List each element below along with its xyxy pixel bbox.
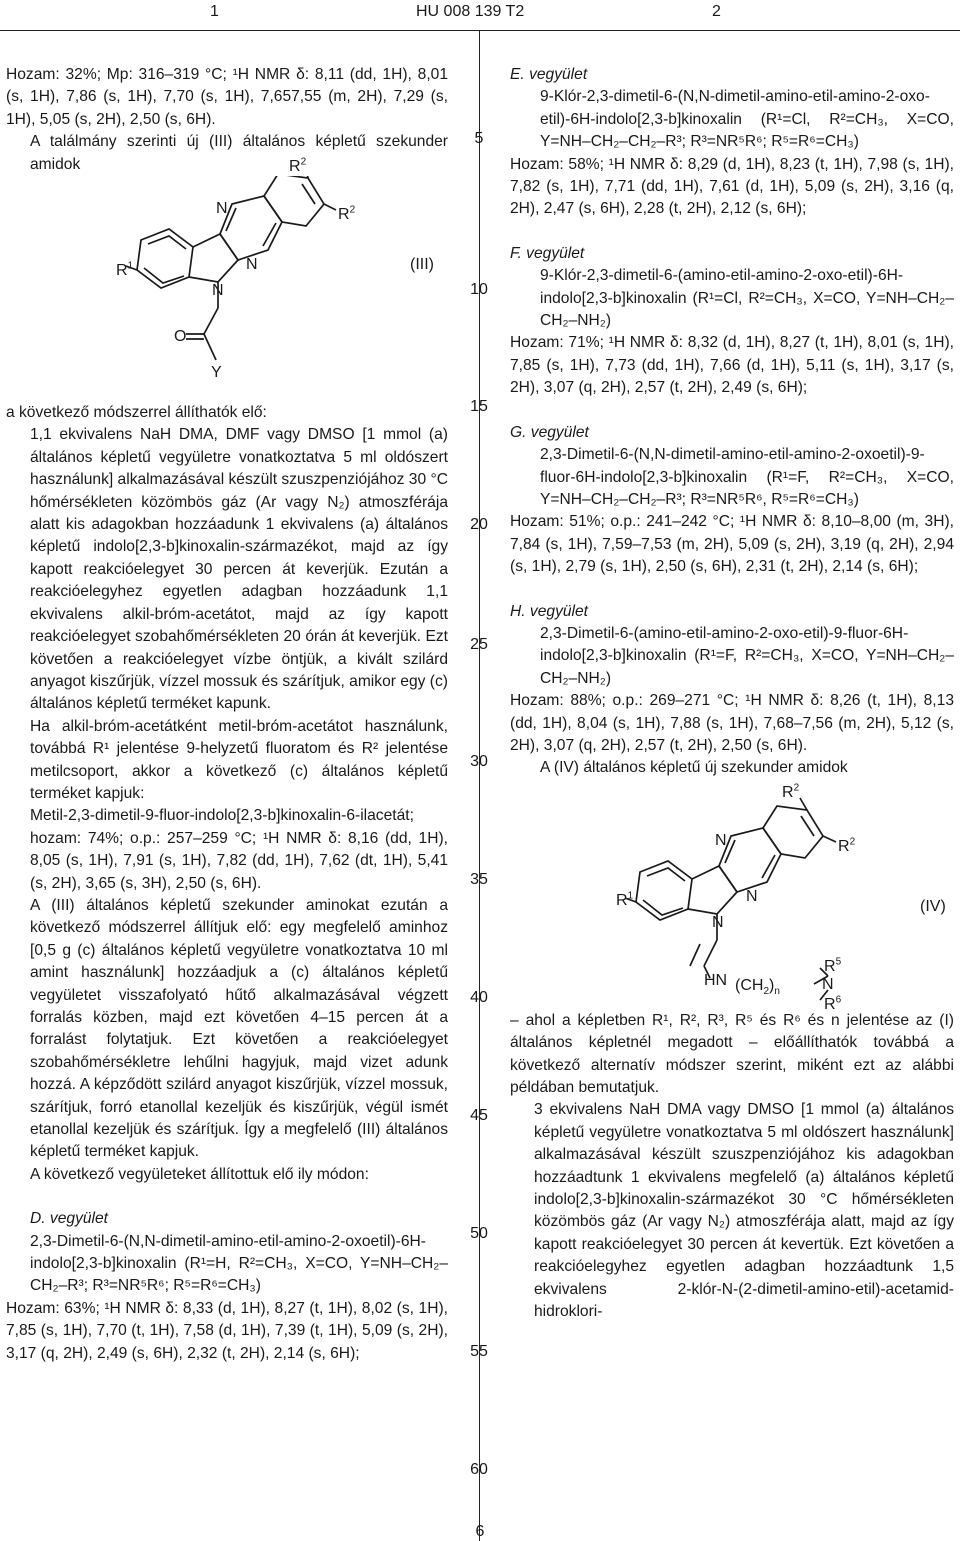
line-number: 25 bbox=[470, 636, 488, 653]
line-number: 50 bbox=[470, 1225, 488, 1242]
compound-yield: Hozam: 51%; o.p.: 241–242 °C; ¹H NMR δ: 8,10–8,00 (m, 3H), 7,84 (s, 1H), 7,59–7,53 (m, 2H), 5,09 (s, 2H), 3,19 (q, 2H), 2,94 (s, 1H), 2,79 (s, 1H), 2,50 (s, 6H), 2,31 (t, 2H), 2,14 (s, 6H); bbox=[510, 513, 954, 576]
right-column bbox=[510, 64, 954, 1323]
nitrogen-label: N bbox=[712, 913, 724, 931]
structure-IV-drawing bbox=[510, 780, 954, 1010]
line-number: 10 bbox=[470, 281, 488, 298]
compound-name: 2,3-Dimetil-6-(N,N-dimetil-amino-etil-amino-2-oxoetil)-6H-indolo[2,3-b]kinoxalin (R¹=H, R²=CH₃, X=CO, Y=NH–CH₂–CH₂–R³; R³=NR⁵R⁶; R⁵=R⁶=CH₃) bbox=[30, 1232, 448, 1295]
r2-label: R bbox=[782, 783, 794, 801]
paragraph: 3 ekvivalens NaH DMA vagy DMSO [1 mmol (a) általános képletű vegyületre vonatkoztatva 5 ml oldószert használunk] alkalmazásával készült szuszpenziójához kis adagokban hozzáadtunk 1 ekvivalens megfelelő (a) általános képletű indolo[2,3-b]kinoxalin-származékot 30 °C hőmérsékleten közömbös gáz (Ar vagy N₂) atmoszférája alatt, majd az így kapott reakcióelegyet 30 percen át kevertük. Ezt követően a reakcióelegyhez egyetlen adagban hozzáadtunk 1,5 ekvivalens 2-klór-N-(2-dimetil-amino-etil)-acetamid-hidroklori- bbox=[534, 1101, 954, 1321]
paragraph: – ahol a képletben R¹, R², R³, R⁵ és R⁶ és n jelentése az (I) általános képletnél megadott – előállíthatók továbbá a következő alternatív módszer szerint, miként ezt az alábbi példában bemutatjuk. bbox=[510, 1011, 954, 1096]
structure-IV-figure: $R^1$ $R^2$ $R^2$ N N N HN $(CH_2)_n$ $R^5$ N $R^6$ (IV) bbox=[510, 780, 954, 1010]
line-number: 30 bbox=[470, 753, 488, 770]
compound-name: 9-Klór-2,3-dimetil-6-(N,N-dimetil-amino-etil-amino-2-oxo-etil)-6H-indolo[2,3-b]kinoxalin (R¹=Cl, R²=CH₃, X=CO, Y=NH–CH₂–CH₂–R³; R³=NR⁵R⁶; R⁵=R⁶=CH₃) bbox=[540, 88, 954, 151]
right-column-number: 2 bbox=[712, 3, 721, 20]
oxygen-label: O bbox=[174, 328, 187, 346]
yield-paragraph: Hozam: 32%; Mp: 316–319 °C; ¹H NMR δ: 8,11 (dd, 1H), 8,01 (s, 1H), 7,86 (s, 1H), 7,70 (s, 1H), 7,657,55 (m, 2H), 7,29 (s, 1H), 5,05 (s, 2H), 2,50 (s, 6H). bbox=[6, 66, 448, 128]
line-number: 40 bbox=[470, 989, 488, 1006]
n-subscript: n bbox=[774, 985, 780, 997]
document-id: HU 008 139 T2 bbox=[416, 3, 525, 20]
intro-paragraph: A találmány szerinti új (III) általános képletű szekunder amidok bbox=[30, 133, 448, 173]
line-number: 35 bbox=[470, 871, 488, 888]
r1-label: R bbox=[116, 262, 128, 280]
line-number: 5 bbox=[474, 130, 484, 147]
paragraph: A (IV) általános képletű új szekunder amidok bbox=[540, 759, 848, 777]
line-number: 20 bbox=[470, 516, 488, 533]
line-number: 60 bbox=[470, 1461, 488, 1478]
compound-name: 2,3-Dimetil-6-(N,N-dimetil-amino-etil-amino-2-oxoetil)-9-fluor-6H-indolo[2,3-b]kinoxalin (R¹=F, R²=CH₃, X=CO, Y=NH–CH₂–CH₂–R³; R³=NR⁵R⁶, R⁵=R⁶=CH₃) bbox=[540, 446, 954, 508]
line-number: 15 bbox=[470, 398, 488, 415]
compound-yield: Hozam: 58%; ¹H NMR δ: 8,29 (d, 1H), 8,23 (t, 1H), 7,98 (s, 1H), 7,82 (s, 1H), 7,71 (dd, 1H), 7,61 (d, 1H), 5,09 (s, 2H), 3,16 (q, 2H), 2,47 (s, 6H), 2,28 (t, 2H), 2,12 (s, 6H); bbox=[510, 155, 954, 218]
r1-label: R bbox=[616, 891, 628, 909]
compound-yield: Hozam: 71%; ¹H NMR δ: 8,32 (d, 1H), 8,27 (t, 1H), 8,01 (s, 1H), 7,85 (s, 1H), 7,73 (dd, 1H), 7,66 (d, 1H), 5,11 (s, 1H), 3,17 (s, 2H), 3,07 (q, 2H), 2,57 (t, 2H), 2,49 (s, 6H); bbox=[510, 334, 954, 397]
r2-label: R bbox=[289, 158, 301, 176]
nitrogen-label: N bbox=[746, 887, 758, 905]
nitrogen-label: N bbox=[216, 200, 228, 218]
formula-IV-label: (IV) bbox=[920, 897, 946, 915]
method-heading: a következő módszerrel állíthatók elő: bbox=[6, 404, 267, 422]
paragraph: Ha alkil-bróm-acetátként metil-bróm-acetátot használunk, továbbá R¹ jelentése 9-helyzetű fluoratom és R² jelentése metilcsoport, akkor a következő (c) általános képletű terméket kapjuk: bbox=[30, 717, 448, 802]
compound-title: E. vegyület bbox=[510, 66, 588, 83]
r5-label: R bbox=[824, 957, 836, 975]
line-number: 45 bbox=[470, 1107, 488, 1124]
page-number: 6 bbox=[475, 1523, 485, 1540]
method-paragraph: 1,1 ekvivalens NaH DMA, DMF vagy DMSO [1 mmol (a) általános képletű vegyületre vonatkoztatva 5 ml oldószert használunk] alkalmazásával készült szuszpenziójához 30 °C hőmérsékleten közömbös gáz (Ar vagy N₂) atmoszférája alatt kis adagokban hozzáadunk 1 ekvivalens (a) általános képletű indolo[2,3-b]kinoxalin-származékot, majd az így kapott reakcióelegyet 30 percen át keverjük. Ezután a reakcióelegyhez egyetlen adagban hozzáadunk 1,1 ekvivalens alkil-bróm-acetátot, majd az így kapott reakcióelegyet szobahőmérsékleten 20 órán át keverjük. Ezt követően a reakcióelegyet vízbe öntjük, a kivált szilárd anyagot kiszűrjük, vízzel mossuk és szárítjuk, amikor egy (c) általános képletű terméket kapunk. bbox=[30, 426, 448, 713]
column-divider bbox=[479, 31, 480, 1541]
compound-title: F. vegyület bbox=[510, 244, 585, 262]
left-column bbox=[6, 64, 448, 1365]
r2-label: R bbox=[338, 206, 350, 224]
compound-yield: Hozam: 63%; ¹H NMR δ: 8,33 (d, 1H), 8,27 (t, 1H), 8,02 (s, 1H), 7,85 (s, 1H), 7,70 (t, 1H), 7,58 (d, 1H), 7,39 (t, 1H), 5,09 (s, 2H), 3,17 (q, 2H), 2,49 (s, 6H), 2,32 (t, 2H), 2,14 (s, 6H); bbox=[6, 1299, 448, 1362]
header-rule bbox=[0, 30, 960, 31]
y-substituent-label: Y bbox=[211, 364, 222, 382]
compound-yield: Hozam: 88%; o.p.: 269–271 °C; ¹H NMR δ: 8,26 (t, 1H), 8,13 (dd, 1H), 8,04 (s, 1H), 7,88 (s, 1H), 7,68–7,56 (m, 2H), 5,12 (s, 2H), 3,07 (q, 2H), 2,57 (t, 2H), 2,50 (s, 6H). bbox=[510, 692, 954, 754]
compound-title: D. vegyület bbox=[30, 1210, 109, 1228]
line-number: 55 bbox=[470, 1343, 488, 1360]
amide-hn-label: HN bbox=[704, 971, 728, 989]
nitrogen-label: N bbox=[212, 282, 224, 300]
compound-name: 2,3-Dimetil-6-(amino-etil-amino-2-oxo-etil)-9-fluor-6H-indolo[2,3-b]kinoxalin (R¹=F, R²=CH₃, X=CO, Y=NH–CH₂–CH₂–NH₂) bbox=[540, 624, 954, 687]
structure-III-figure: $R^1$ $R^2$ $R^2$ N N N O Y (III) bbox=[6, 176, 448, 402]
formula-III-label: (III) bbox=[410, 256, 434, 274]
paragraph: A (III) általános képletű szekunder aminokat ezután a következő módszerrel állítjuk elő: egy megfelelő aminhoz [0,5 g (c) általános képletű vegyületre vonatkoztatva 10 ml amint használunk] hozzáadjuk a (c) általános képletű vegyületet visszafolyató hűtő alkalmazásával végzett forralás közben, majd ezt követően 4–15 percen át a forralást folytatjuk. Ezt követően a reakcióelegyet szobahőmérsékletre lehűlni hagyjuk, majd vizet adunk hozzá. A képződött szilárd anyagot kiszűrjük, vízzel mossuk, szárítjuk, forró etanollal kezeljük és kiszűrjük, végül ismét etanollal kezeljük és szárítjuk. Így a megfelelő (III) általános képletű terméket kapjuk. bbox=[30, 896, 448, 1161]
r6-label: R bbox=[824, 995, 836, 1013]
left-column-number: 1 bbox=[210, 3, 219, 20]
compound-title: H. vegyület bbox=[510, 602, 589, 620]
paragraph: A következő vegyületeket állítottuk elő ily módon: bbox=[30, 1165, 369, 1183]
nitrogen-label: N bbox=[715, 831, 727, 849]
compound-name: 9-Klór-2,3-dimetil-6-(amino-etil-amino-2-oxo-etil)-6H-indolo[2,3-b]kinoxalin (R¹=Cl, R²=CH₃, X=CO, Y=NH–CH₂–CH₂–NH₂) bbox=[540, 267, 954, 330]
nitrogen-label: N bbox=[246, 256, 258, 274]
paragraph: Metil-2,3-dimetil-9-fluor-indolo[2,3-b]kinoxalin-6-ilacetát; hozam: 74%; o.p.: 257–259 °C; ¹H NMR δ: 8,16 (dd, 1H), 8,05 (s, 1H), 7,91 (s, 1H), 7,82 (dd, 1H), 7,62 (dt, 1H), 5,41 (s, 2H), 3,65 (s, 3H), 2,50 (s, 6H). bbox=[30, 807, 448, 892]
r2-label: R bbox=[838, 837, 850, 855]
compound-title: G. vegyület bbox=[510, 423, 589, 441]
nitrogen-label: N bbox=[822, 975, 834, 993]
